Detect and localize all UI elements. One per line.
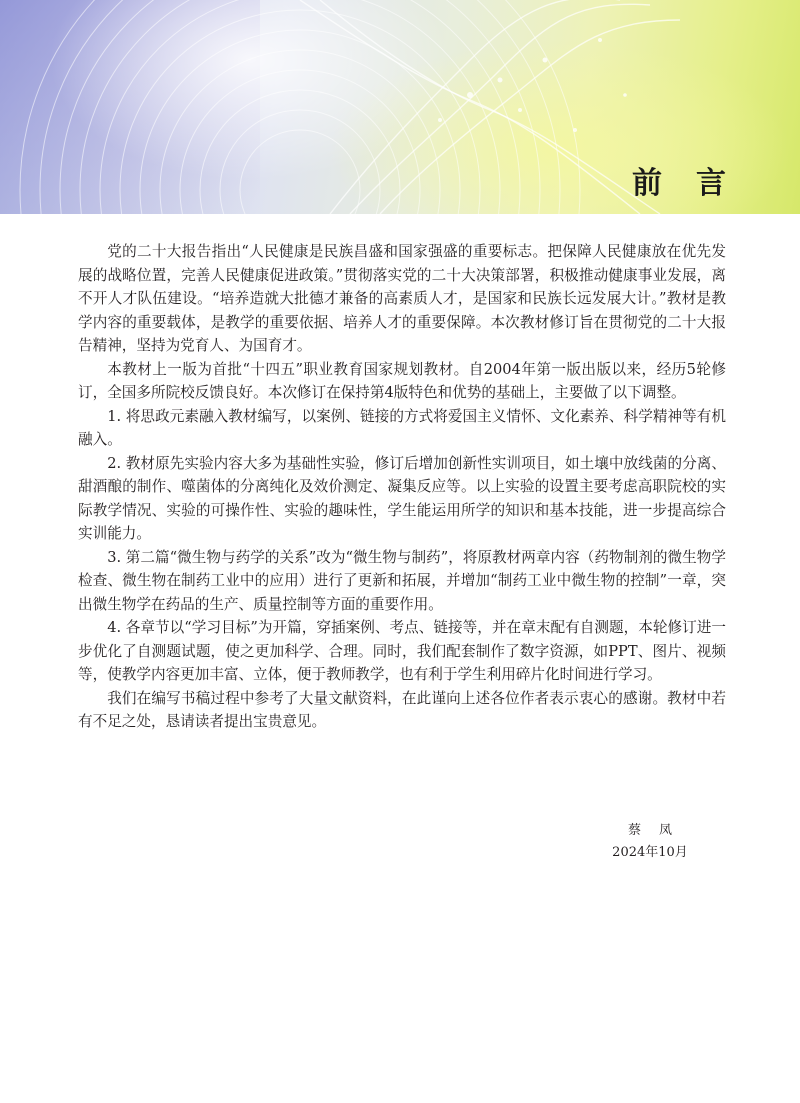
signature-date: 2024年10月 (612, 845, 688, 860)
signature-block (600, 820, 700, 864)
page-title: 前言 (632, 166, 760, 201)
paragraph-edition: 本教材上一版为首批“十四五”职业教育国家规划教材。自2004年第一版出版以来，经历5轮修订，全国多所院校反馈良好。本次修订在保持第4版特色和优势的基础上，主要做了以下调整。 (78, 360, 726, 401)
paragraph-item-3: 3. 第二篇“微生物与药学的关系”改为“微生物与制药”，将原教材两章内容（药物制剂的微生物学检查、微生物在制药工业中的应用）进行了更新和拓展，并增加“制药工业中微生物的控制”一章，突出微生物学在药品的生产、质量控制等方面的重要作用。 (78, 548, 726, 613)
preface-body (78, 240, 726, 734)
paragraph-item-1: 1. 将思政元素融入教材编写，以案例、链接的方式将爱国主义情怀、文化素养、科学精神等有机融入。 (78, 407, 726, 448)
author-name: 蔡凤 (627, 823, 690, 838)
header-banner (0, 0, 800, 214)
paragraph-item-2: 2. 教材原先实验内容大多为基础性实验，修订后增加创新性实训项目，如土壤中放线菌的分离、甜酒酿的制作、噬菌体的分离纯化及效价测定、凝集反应等。以上实验的设置主要考虑高职院校的实际教学情况、实验的可操作性、实验的趣味性，学生能运用所学的知识和基本技能，进一步提高综合实训能力。 (78, 454, 726, 542)
paragraph-intro: 党的二十大报告指出“人民健康是民族昌盛和国家强盛的重要标志。把保障人民健康放在优先发展的战略位置，完善人民健康促进政策。”贯彻落实党的二十大决策部署，积极推动健康事业发展，离不开人才队伍建设。“培养造就大批德才兼备的高素质人才，是国家和民族长远发展大计。”教材是教学内容的重要载体，是教学的重要依据、培养人才的重要保障。本次教材修订旨在贯彻党的二十大报告精神，坚持为党育人、为国育才。 (78, 243, 726, 354)
paragraph-item-4: 4. 各章节以“学习目标”为开篇，穿插案例、考点、链接等，并在章末配有自测题，本轮修订进一步优化了自测题试题，使之更加科学、合理。同时，我们配套制作了数字资源，如PPT、图片、视频等，使教学内容更加丰富、立体，便于教师教学，也有利于学生利用碎片化时间进行学习。 (78, 619, 726, 683)
paragraph-thanks: 我们在编写书稿过程中参考了大量文献资料，在此谨向上述各位作者表示衷心的感谢。教材中若有不足之处，恳请读者提出宝贵意见。 (78, 689, 726, 730)
